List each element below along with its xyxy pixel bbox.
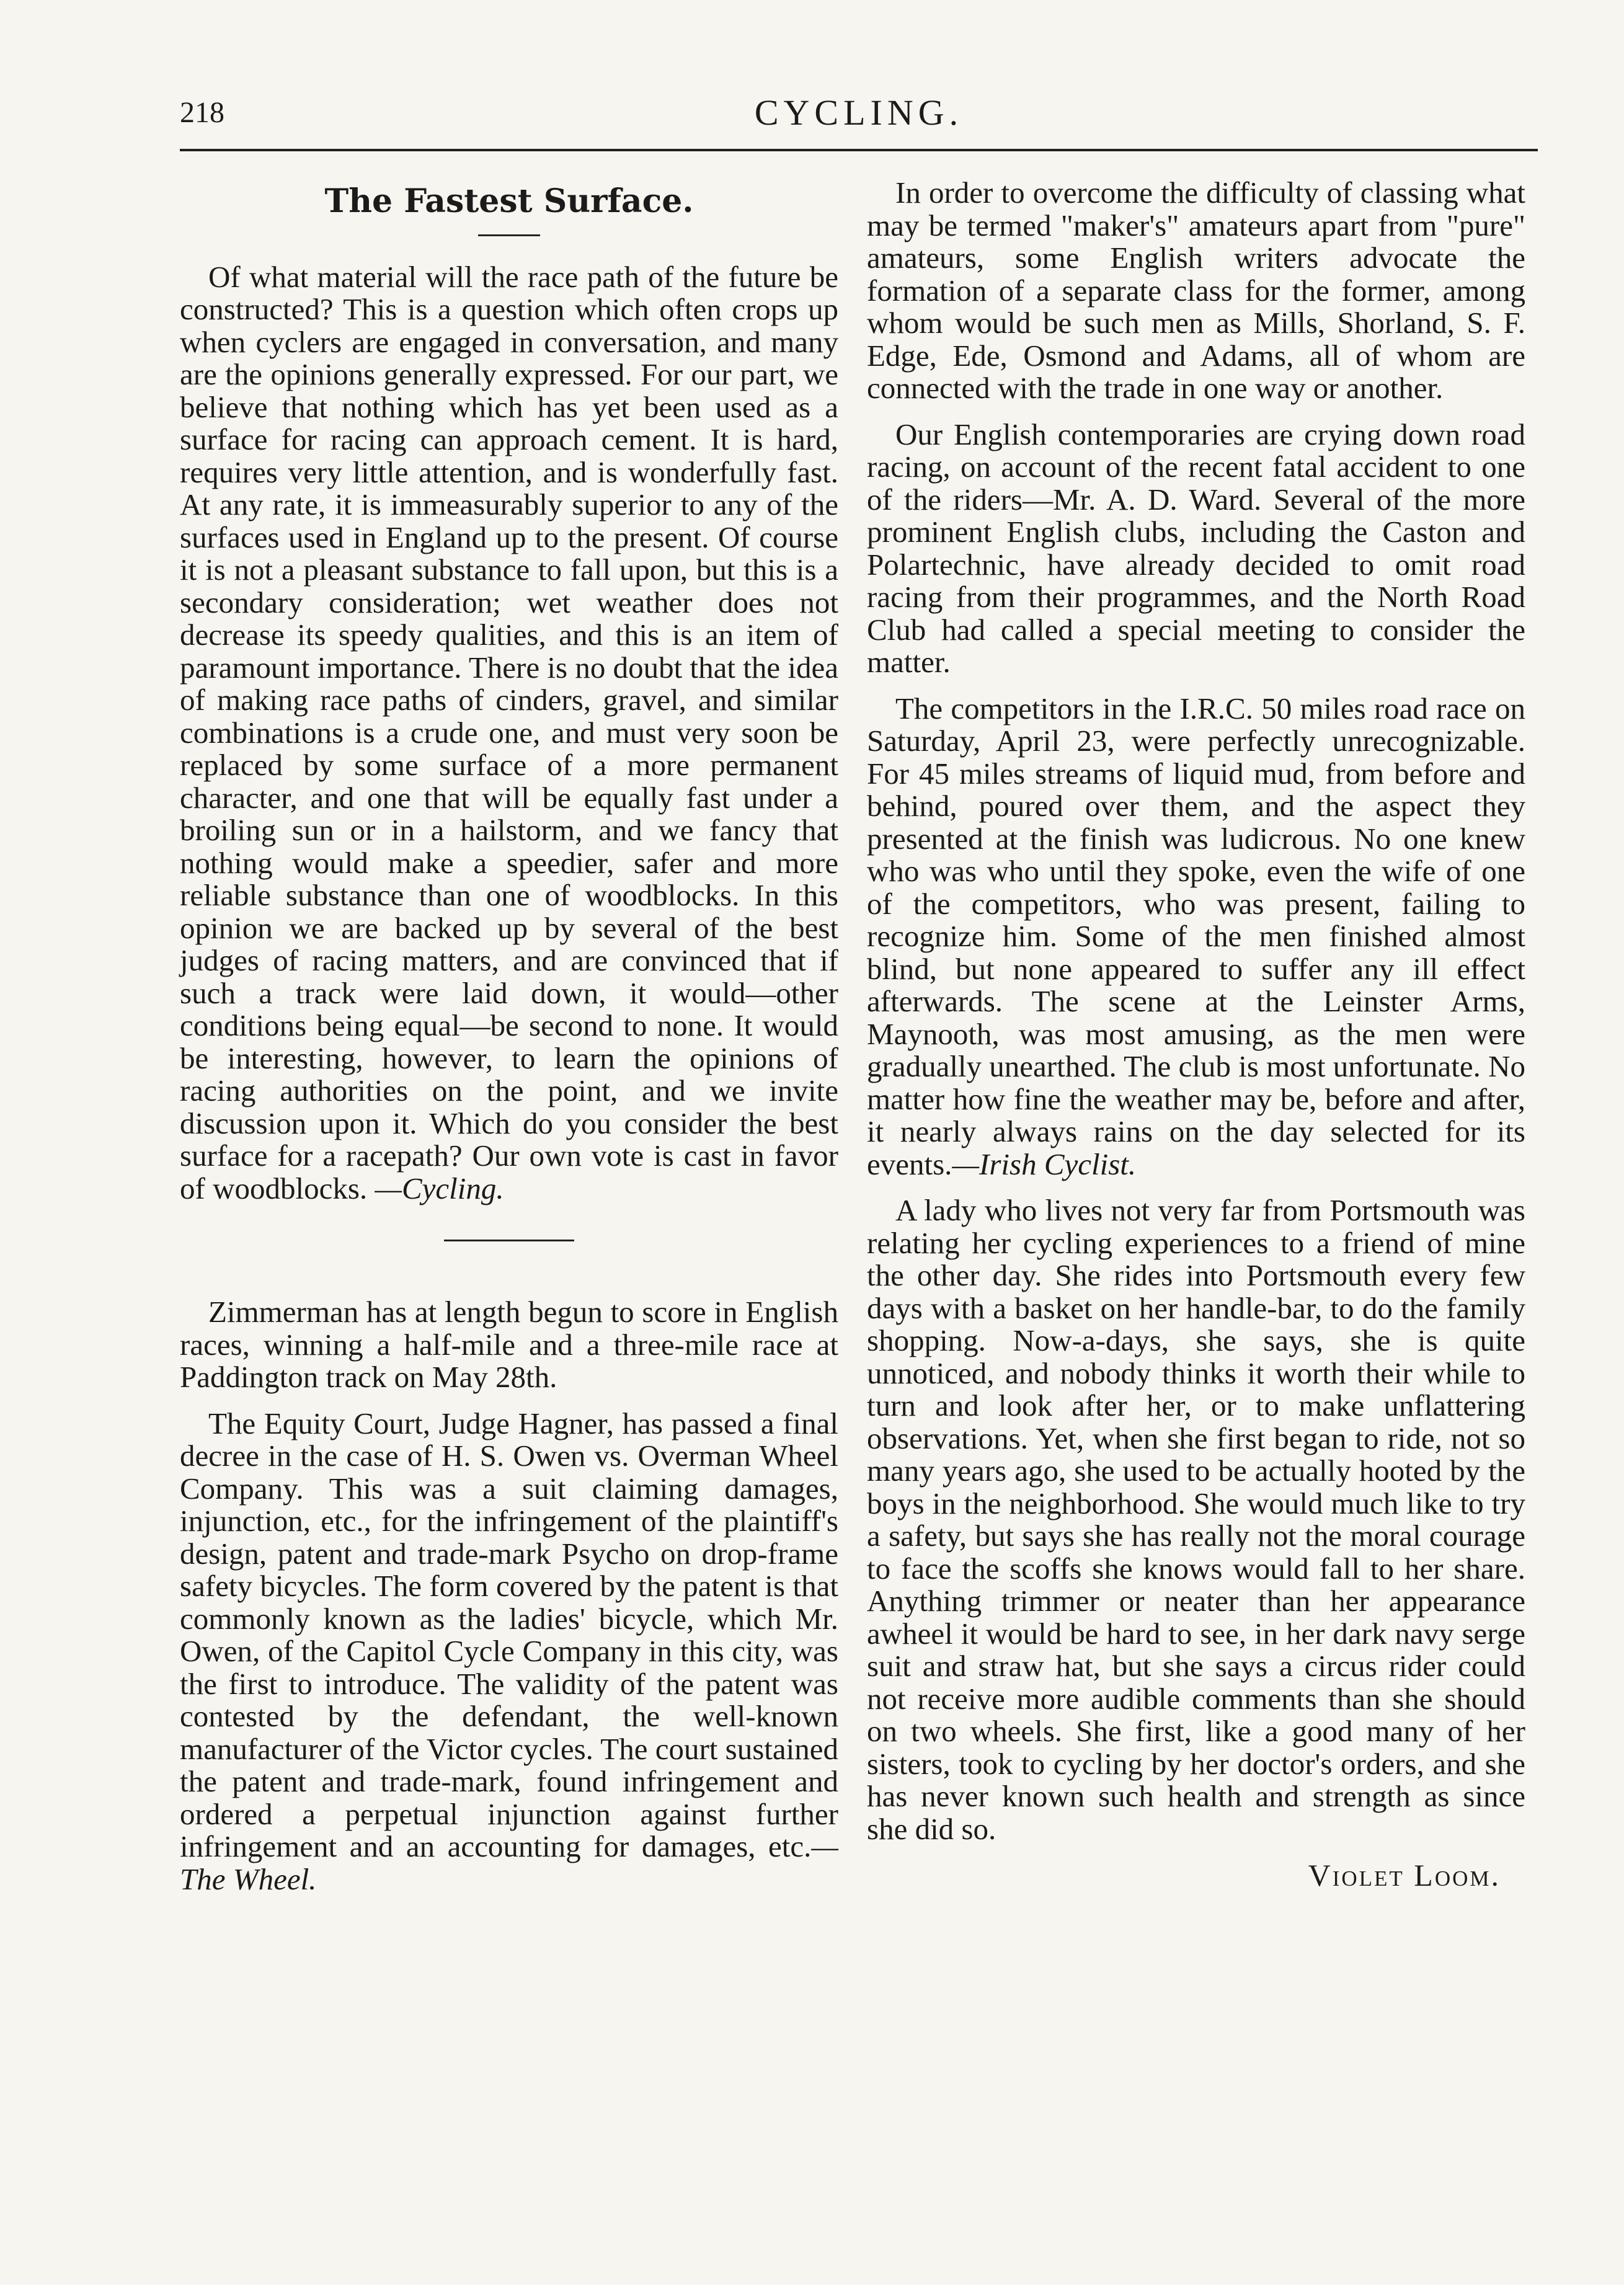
source-credit: —The Wheel. [180, 1829, 838, 1896]
article-paragraph: In order to overcome the difficulty of classing what may be termed "maker's" amateurs apart from "pure" amateurs, some English writers advocate the formation of a separate class for the former, among whom would be such men as Mills, Shorland, S. F. Edge, Ede, Osmond and Adams, all of whom are connected with the trade in one way or another. [867, 175, 1525, 405]
masthead-title: CYCLING. [754, 92, 964, 133]
article-paragraph: Zimmerman has at length begun to score in English races, winning a half-mile and a three-mile race at Paddington track on May 28th. [180, 1295, 838, 1394]
author-signature: Violet Loom. [1308, 1858, 1501, 1892]
paragraph-text: The competitors in the I.R.C. 50 miles road race on Saturday, April 23, were perfectly unrecognizable. For 45 miles streams of liquid mud, from before and behind, poured over them, and the aspect they presented at the finish was ludicrous. No one knew who was who until they spoke, even the wife of one of the competitors, who was present, failing to recognize him. Some of the men finished almost blind, but none appeared to suffer any ill effect afterwards. The scene at the Leinster Arms, Maynooth, was most amusing, as the men were gradually unearthed. The club is most unfortunate. No matter how fine the weather may be, before and after, it nearly always rains on the day selected for its events. [867, 691, 1525, 1181]
page-header [180, 87, 1538, 136]
paragraph-text: The Equity Court, Judge Hagner, has passed a final decree in the case of H. S. Owen vs. Overman Wheel Company. This was a suit claiming damages, injunction, etc., for the infringement of the plaintiff's design, patent and trade-mark Psycho on drop-frame safety bicycles. The form covered by the patent is that commonly known as the ladies' bicycle, which Mr. Owen, of the Capitol Cycle Company in this city, was the first to introduce. The validity of the patent was contested by the defendant, the well-known manufacturer of the Victor cycles. The court sustained the patent and trade-mark, found infringement and ordered a perpetual injunction against further infringement and an accounting for damages, etc. [180, 1406, 838, 1863]
left-column [180, 177, 838, 1909]
header-rule [180, 149, 1538, 151]
article-title: The Fastest Surface. [324, 182, 694, 220]
source-credit: —Cycling. [375, 1171, 504, 1205]
title-rule [478, 234, 540, 236]
paragraph-text: Of what material will the race path of the future be constructed? This is a question which often crops up when cyclers are engaged in conversation, and many are the opinions generally expressed. For our part, we believe that nothing which has yet been used as a surface for racing can approach cement. It is hard, requires very little attention, and is wonderfully fast. At any rate, it is immeasurably superior to any of the surfaces used in England up to the present. Of course it is not a pleasant substance to fall upon, but this is a secondary consideration; wet weather does not decrease its speedy qualities, and this is an item of paramount importance. There is no doubt that the idea of making race paths of cinders, gravel, and similar combinations is a crude one, and must very soon be replaced by some surface of a more permanent character, and one that will be equally fast under a broiling sun or in a hailstorm, and we fancy that nothing would make a speedier, safer and more reliable substance than one of woodblocks. In this opinion we are backed up by several of the best judges of racing matters, and are convinced that if such a track were laid down, it would—other conditions being equal—be second to none. It would be interesting, however, to learn the opinions of racing authorities on the point, and we invite discussion upon it. Which do you consider the best surface for a racepath? Our own vote is cast in favor of woodblocks. [180, 259, 838, 1205]
article-paragraph [180, 1408, 838, 1896]
article-paragraph [180, 261, 838, 1205]
right-column [867, 177, 1525, 1892]
source-credit: —Irish Cyclist. [952, 1147, 1137, 1181]
article-paragraph: Our English contemporaries are crying down road racing, on account of the recent fatal accident to one of the riders—Mr. A. D. Ward. Several of the more prominent English clubs, including the Caston and Polartechnic, have already decided to omit road racing from their programmes, and the North Road Club had called a special meeting to consider the matter. [867, 417, 1525, 679]
article-paragraph: A lady who lives not very far from Portsmouth was relating her cycling experiences to a friend of mine the other day. She rides into Portsmouth every few days with a basket on her handle-bar, to do the family shopping. Now-a-days, she says, she is quite unnoticed, and nobody thinks it worth their while to turn and look after her, or to make unflattering observations. Yet, when she first began to ride, not so many years ago, she used to be actually hooted by the boys in the neighborhood. She would much like to try a safety, but says she has really not the moral courage to face the scoffs she knows would fall to her share. Anything trimmer or neater than her appearance awheel it would be hard to see, in her dark navy serge suit and straw hat, but she says a circus rider could not receive more audible comments than she should on two wheels. She first, like a good many of her sisters, took to cycling by her doctor's orders, and she has never known such health and strength as since she did so. [867, 1193, 1525, 1846]
page-number: 218 [180, 96, 224, 129]
section-divider [444, 1240, 574, 1241]
article-paragraph [867, 693, 1525, 1181]
